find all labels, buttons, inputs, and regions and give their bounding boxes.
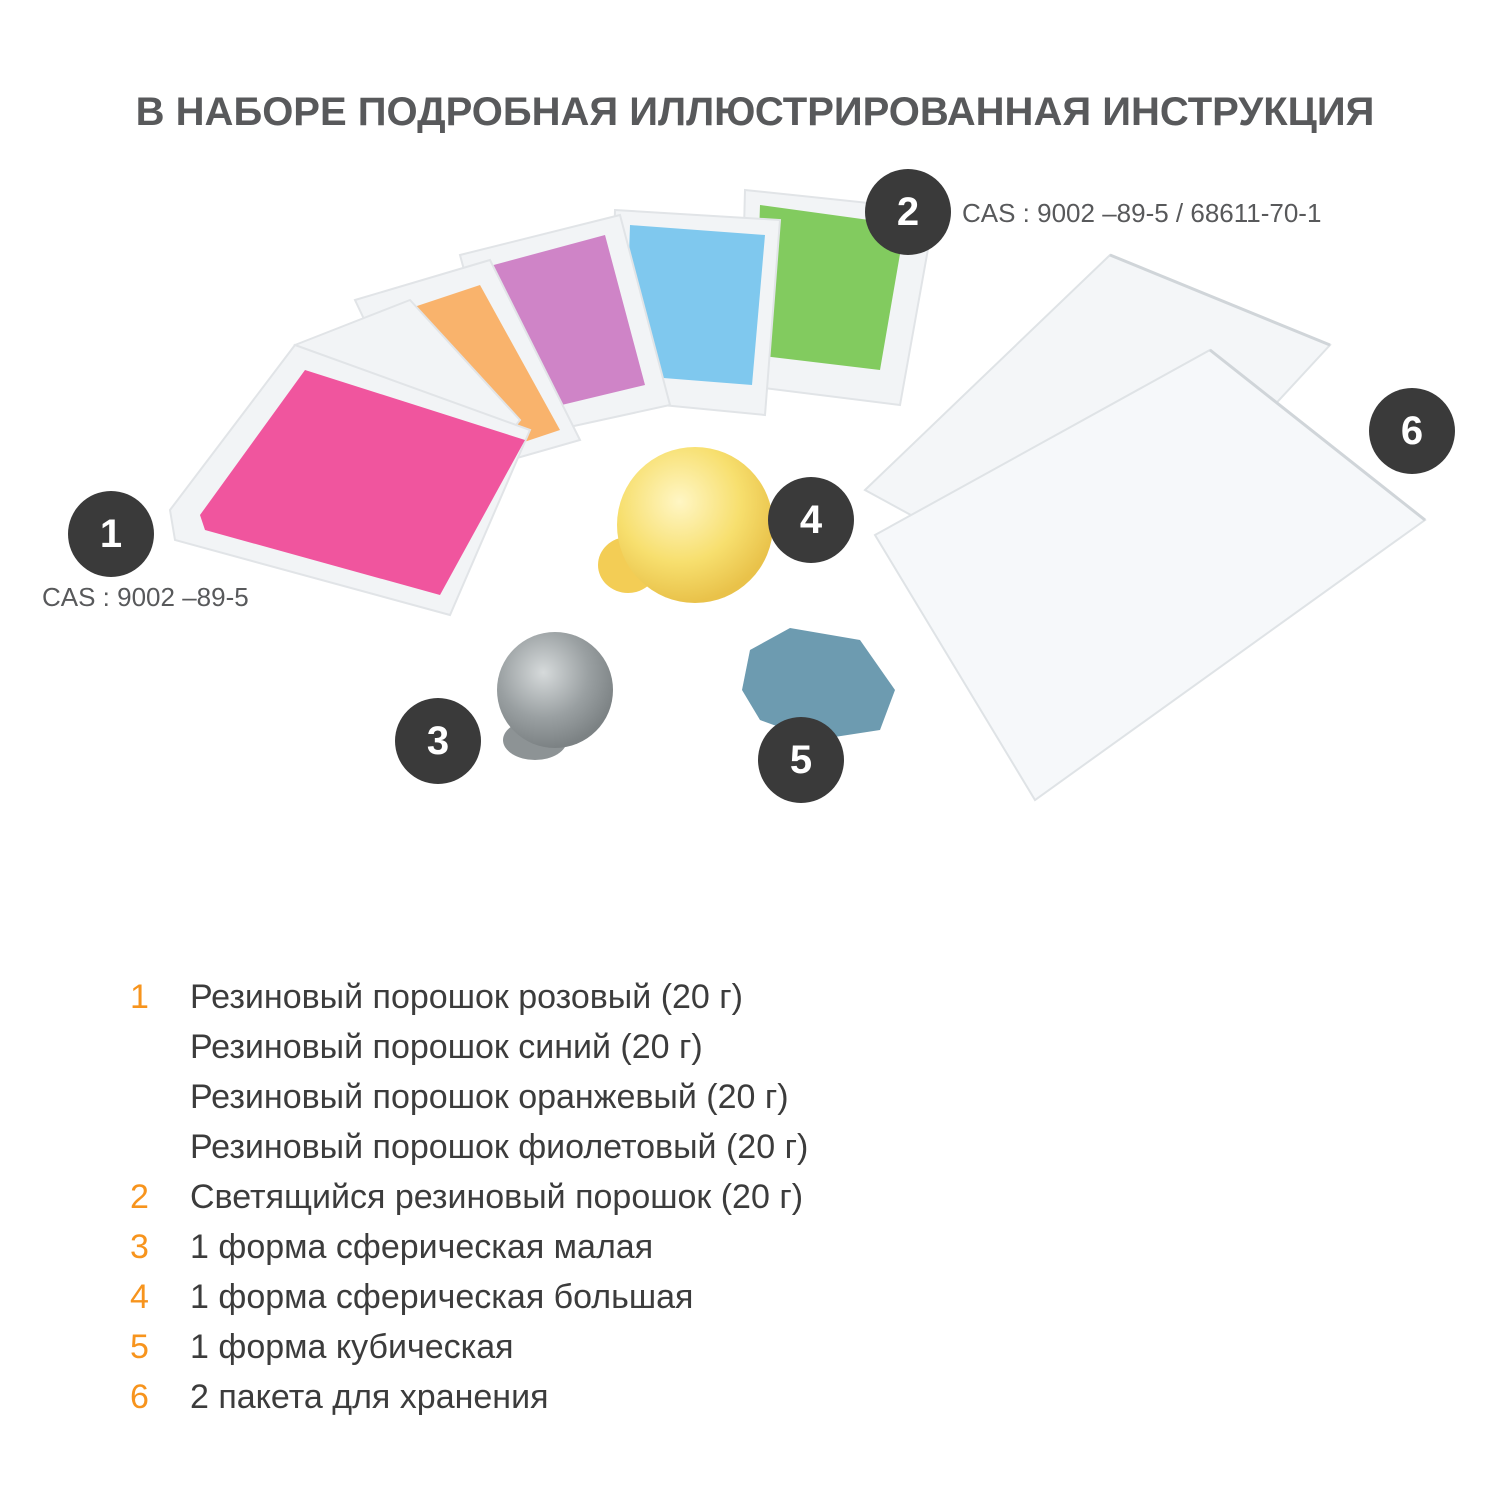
badge-4: 4 bbox=[768, 477, 854, 563]
legend-lines bbox=[190, 1322, 514, 1372]
badge-6: 6 bbox=[1369, 388, 1455, 474]
legend-number: 5 bbox=[130, 1328, 149, 1366]
legend-number: 4 bbox=[130, 1278, 149, 1316]
legend-item bbox=[130, 1322, 808, 1372]
legend-lines bbox=[190, 1222, 653, 1272]
mold-sphere-large bbox=[598, 447, 773, 603]
legend-text: Резиновый порошок синий (20 г) bbox=[190, 1028, 703, 1066]
badge-5: 5 bbox=[758, 717, 844, 803]
badge-1: 1 bbox=[68, 491, 154, 577]
legend-number: 1 bbox=[130, 978, 149, 1016]
legend-lines bbox=[190, 1172, 803, 1222]
legend-text: Светящийся резиновый порошок (20 г) bbox=[190, 1178, 804, 1216]
legend-lines bbox=[190, 972, 808, 1172]
legend-text: 1 форма сферическая малая bbox=[190, 1228, 654, 1266]
legend-number: 6 bbox=[130, 1378, 149, 1416]
legend-text: 1 форма сферическая большая bbox=[190, 1278, 694, 1316]
legend-number: 3 bbox=[130, 1228, 149, 1266]
legend-lines bbox=[190, 1372, 548, 1422]
mold-sphere-small bbox=[497, 632, 613, 760]
badge-2: 2 bbox=[865, 169, 951, 255]
legend-item bbox=[130, 1172, 808, 1222]
badge-3: 3 bbox=[395, 698, 481, 784]
legend-item bbox=[130, 1222, 808, 1272]
legend-number: 2 bbox=[130, 1178, 149, 1216]
contents-legend bbox=[130, 972, 808, 1422]
legend-item bbox=[130, 1272, 808, 1322]
page-title: В НАБОРЕ ПОДРОБНАЯ ИЛЛЮСТРИРОВАННАЯ ИНСТРУКЦИЯ bbox=[135, 90, 1375, 134]
legend-text: Резиновый порошок оранжевый (20 г) bbox=[190, 1078, 789, 1116]
legend-text: Резиновый порошок розовый (20 г) bbox=[190, 978, 743, 1016]
legend-text: Резиновый порошок фиолетовый (20 г) bbox=[190, 1128, 809, 1166]
legend-text: 1 форма кубическая bbox=[190, 1328, 514, 1366]
legend-item bbox=[130, 972, 808, 1172]
cas-label-2: CAS : 9002 –89-5 / 68611-70-1 bbox=[962, 198, 1322, 228]
legend-text: 2 пакета для хранения bbox=[190, 1378, 549, 1416]
legend-item bbox=[130, 1372, 808, 1422]
legend-lines bbox=[190, 1272, 693, 1322]
cas-label-1: CAS : 9002 –89-5 bbox=[42, 582, 249, 612]
